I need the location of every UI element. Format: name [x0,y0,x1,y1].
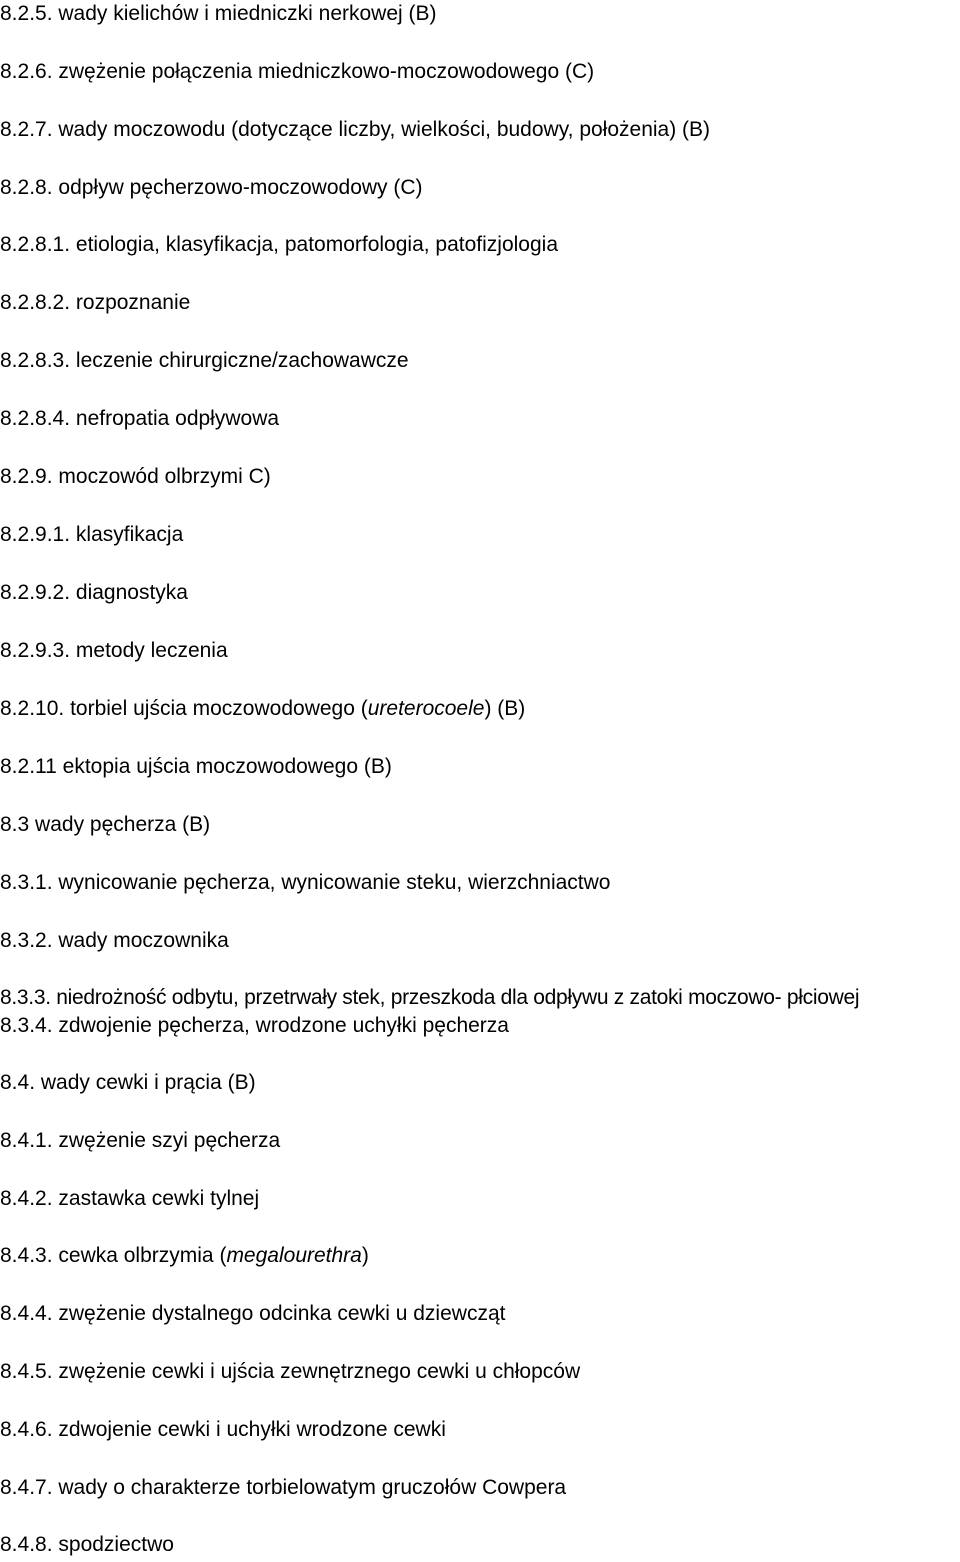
outline-item [0,117,710,143]
outline-item [0,1128,280,1154]
item-text: zdwojenie cewki i uchyłki wrodzone cewki [58,1418,446,1441]
item-number: 8.4.8. [0,1533,53,1556]
outline-item [0,1186,259,1212]
item-number: 8.4.1. [0,1129,53,1152]
outline-item [0,1475,566,1501]
item-text-pre: cewka olbrzymia ( [58,1244,227,1267]
outline-item [0,696,525,722]
outline-item [0,175,423,201]
outline-item [0,232,558,258]
item-text-italic: megalourethra [226,1244,362,1267]
item-number: 8.2.8.2. [0,291,71,314]
item-text: zastawka cewki tylnej [58,1187,260,1210]
outline-item [0,928,229,954]
item-number: 8.4.7. [0,1476,53,1499]
item-text: zdwojenie pęcherza, wrodzone uchyłki pęcherza [58,1014,509,1037]
outline-item [0,1532,174,1558]
outline-item [0,1013,509,1039]
outline-item [0,406,279,432]
outline-item [0,59,594,85]
item-text: ektopia ujścia moczowodowego (B) [62,755,392,778]
outline-item [0,754,392,780]
item-text: wynicowanie pęcherza, wynicowanie steku, wierzchniactwo [58,871,611,894]
item-text: spodziectwo [58,1533,174,1556]
outline-item [0,580,188,606]
item-number: 8.2.8.4. [0,407,71,430]
item-text: klasyfikacja [75,523,184,546]
item-number: 8.2.5. [0,2,53,25]
item-text: wady kielichów i miedniczki nerkowej (B) [58,2,437,25]
item-number: 8.4.5. [0,1360,53,1383]
item-number: 8.2.7. [0,118,53,141]
item-text: moczowód olbrzymi C) [58,465,271,488]
item-text: wady moczownika [58,929,229,952]
outline-item [0,1301,505,1327]
item-text-pre: torbiel ujścia moczowodowego ( [70,697,368,720]
item-text: niedrożność odbytu, przetrwały stek, przeszkoda dla odpływu z zatoki moczowo- płciowej [56,986,860,1009]
outline-item [0,985,859,1011]
item-text: zwężenie połączenia miedniczkowo-moczowodowego (C) [58,60,595,83]
item-number: 8.3.2. [0,929,53,952]
item-number: 8.2.8.1. [0,233,71,256]
item-text: zwężenie dystalnego odcinka cewki u dziewcząt [58,1302,506,1325]
item-number: 8.3 [0,813,30,836]
item-text: etiologia, klasyfikacja, patomorfologia, patofizjologia [75,233,559,256]
outline-item [0,870,610,896]
outline-item [0,812,210,838]
item-text: wady moczowodu (dotyczące liczby, wielkości, budowy, położenia) (B) [58,118,711,141]
outline-item [0,1070,256,1096]
item-number: 8.3.4. [0,1014,53,1037]
outline-item [0,348,409,374]
item-number: 8.4.4. [0,1302,53,1325]
outline-item [0,638,228,664]
item-number: 8.2.9.3. [0,639,71,662]
item-text: nefropatia odpływowa [75,407,280,430]
item-text: zwężenie cewki i ujścia zewnętrznego cewki u chłopców [58,1360,581,1383]
outline-item [0,1,437,27]
outline-item [0,1359,580,1385]
item-number: 8.4. [0,1071,36,1094]
item-number: 8.4.2. [0,1187,53,1210]
item-text: odpływ pęcherzowo-moczowodowy (C) [58,176,423,199]
item-number: 8.2.8. [0,176,53,199]
item-text: metody leczenia [75,639,228,662]
item-number: 8.2.9.2. [0,581,71,604]
item-number: 8.4.6. [0,1418,53,1441]
item-text: wady o charakterze torbielowatym gruczołów Cowpera [58,1476,567,1499]
item-text-post: ) (B) [484,697,526,720]
item-text-post: ) [361,1244,369,1267]
item-number: 8.2.9. [0,465,53,488]
outline-item [0,464,271,490]
item-text: wady pęcherza (B) [35,813,211,836]
outline-item [0,522,183,548]
outline-item [0,1417,446,1443]
item-text: zwężenie szyi pęcherza [58,1129,281,1152]
item-number: 8.2.10. [0,697,65,720]
item-number: 8.2.8.3. [0,349,71,372]
item-number: 8.2.9.1. [0,523,71,546]
outline-item [0,1243,369,1269]
item-text: diagnostyka [75,581,188,604]
item-number: 8.3.3. [0,986,51,1009]
item-text: leczenie chirurgiczne/zachowawcze [75,349,409,372]
item-text: rozpoznanie [75,291,191,314]
outline-item [0,290,190,316]
item-number: 8.2.11 [0,755,57,778]
item-number: 8.2.6. [0,60,53,83]
item-number: 8.4.3. [0,1244,53,1267]
item-text-italic: ureterocoele [367,697,485,720]
item-text: wady cewki i prącia (B) [40,1071,256,1094]
item-number: 8.3.1. [0,871,53,894]
